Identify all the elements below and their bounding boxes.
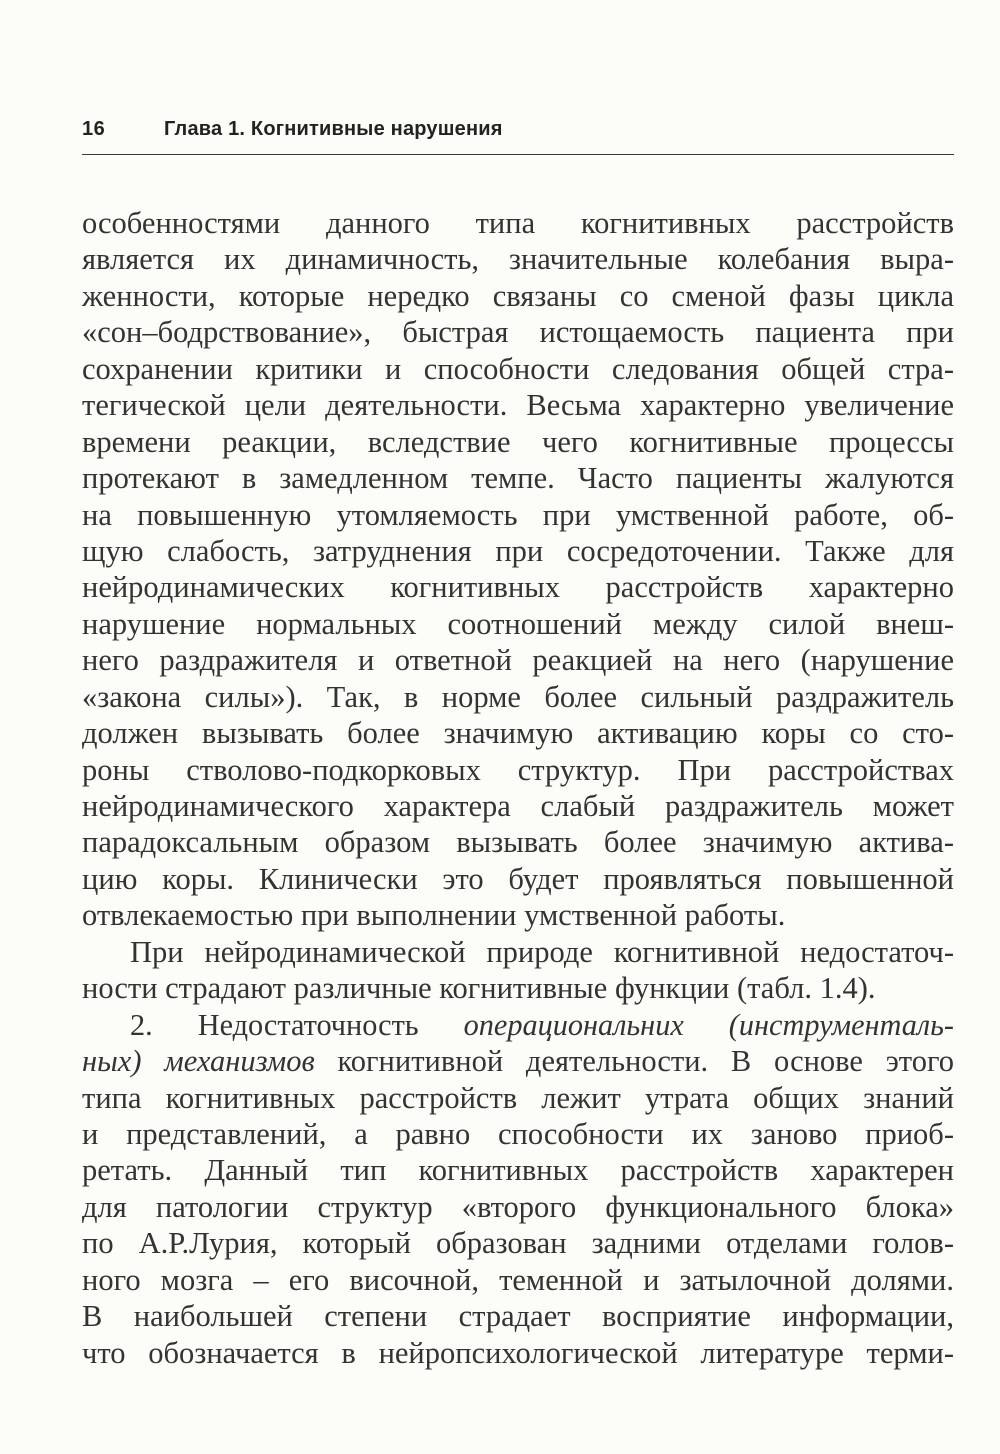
text-line: является их динамичность, значительные колебания выра- xyxy=(82,242,954,277)
running-header xyxy=(82,110,954,155)
text-line: ретать. Данный тип когнитивных расстройств характерен xyxy=(82,1153,954,1188)
paragraph-1 xyxy=(82,205,954,934)
text-line: и представлений, а равно способности их заново приоб- xyxy=(82,1116,954,1151)
text-line: на повышенную утомляемость при умственной работе, об- xyxy=(82,497,954,532)
text-line: «сон–бодрствование», быстрая истощаемость пациента при xyxy=(82,315,954,350)
text-line xyxy=(82,1043,954,1079)
italic-term: ных) механизмов xyxy=(82,1044,315,1079)
text-line: парадоксальным образом вызывать более значимую актива- xyxy=(82,825,954,860)
text-line: ного мозга – его височной, теменной и затылочной долями. xyxy=(82,1262,954,1297)
text-line: цию коры. Клинически это будет проявляться повышенной xyxy=(82,861,954,896)
italic-term: операциональних (инструменталь- xyxy=(463,1007,954,1042)
text-line: нейродинамических когнитивных расстройств характерно xyxy=(82,570,954,605)
text-line: щую слабость, затруднения при сосредоточении. Также для xyxy=(82,533,954,568)
text-line: протекают в замедленном темпе. Часто пациенты жалуются xyxy=(82,461,954,496)
text-line xyxy=(82,1007,954,1043)
text-line: тегической цели деятельности. Весьма характерно увеличение xyxy=(82,388,954,423)
list-number-text: 2. Недостаточность xyxy=(130,1007,464,1042)
text-line: времени реакции, вследствие чего когнитивные процессы xyxy=(82,424,954,459)
text-line: нарушение нормальных соотношений между силой внеш- xyxy=(82,606,954,641)
text-line: нейродинамического характера слабый раздражитель может xyxy=(82,789,954,823)
paragraph-3 xyxy=(82,1007,954,1371)
text-line: роны стволово-подкорковых структур. При расстройствах xyxy=(82,752,954,787)
text-line: В наибольшей степени страдает восприятие информации, xyxy=(82,1299,954,1334)
text-line: отвлекаемостью при выполнении умственной работы. xyxy=(82,898,786,933)
text-line: по А.Р.Лурия, который образован задними отделами голов- xyxy=(82,1226,954,1261)
text-line: особенностями данного типа когнитивных расстройств xyxy=(82,206,954,240)
text-line: женности, которые нередко связаны со сменой фазы цикла xyxy=(82,278,954,313)
text-line: При нейродинамической природе когнитивной недостаточ- xyxy=(130,934,954,969)
chapter-title: Глава 1. Когнитивные нарушения xyxy=(164,118,503,140)
text-line: должен вызывать более значимую активацию коры со сто- xyxy=(82,716,954,751)
text-fragment: когнитивной деятельности. В основе этого xyxy=(314,1044,954,1079)
page-number: 16 xyxy=(82,118,106,140)
text-line: сохранении критики и способности следования общей стра- xyxy=(82,351,954,386)
paragraph-2 xyxy=(82,934,954,1007)
text-line: ности страдают различные когнитивные функции (табл. 1.4). xyxy=(82,971,876,1006)
text-line: «закона силы»). Так, в норме более сильный раздражитель xyxy=(82,679,954,714)
text-line: него раздражителя и ответной реакцией на него (нарушение xyxy=(82,643,954,678)
text-line: что обозначается в нейропсихологической литературе терми- xyxy=(82,1335,954,1370)
text-line: типа когнитивных расстройств лежит утрата общих знаний xyxy=(82,1080,954,1115)
body-text xyxy=(82,205,954,1371)
text-line: для патологии структур «второго функционального блока» xyxy=(82,1189,954,1224)
